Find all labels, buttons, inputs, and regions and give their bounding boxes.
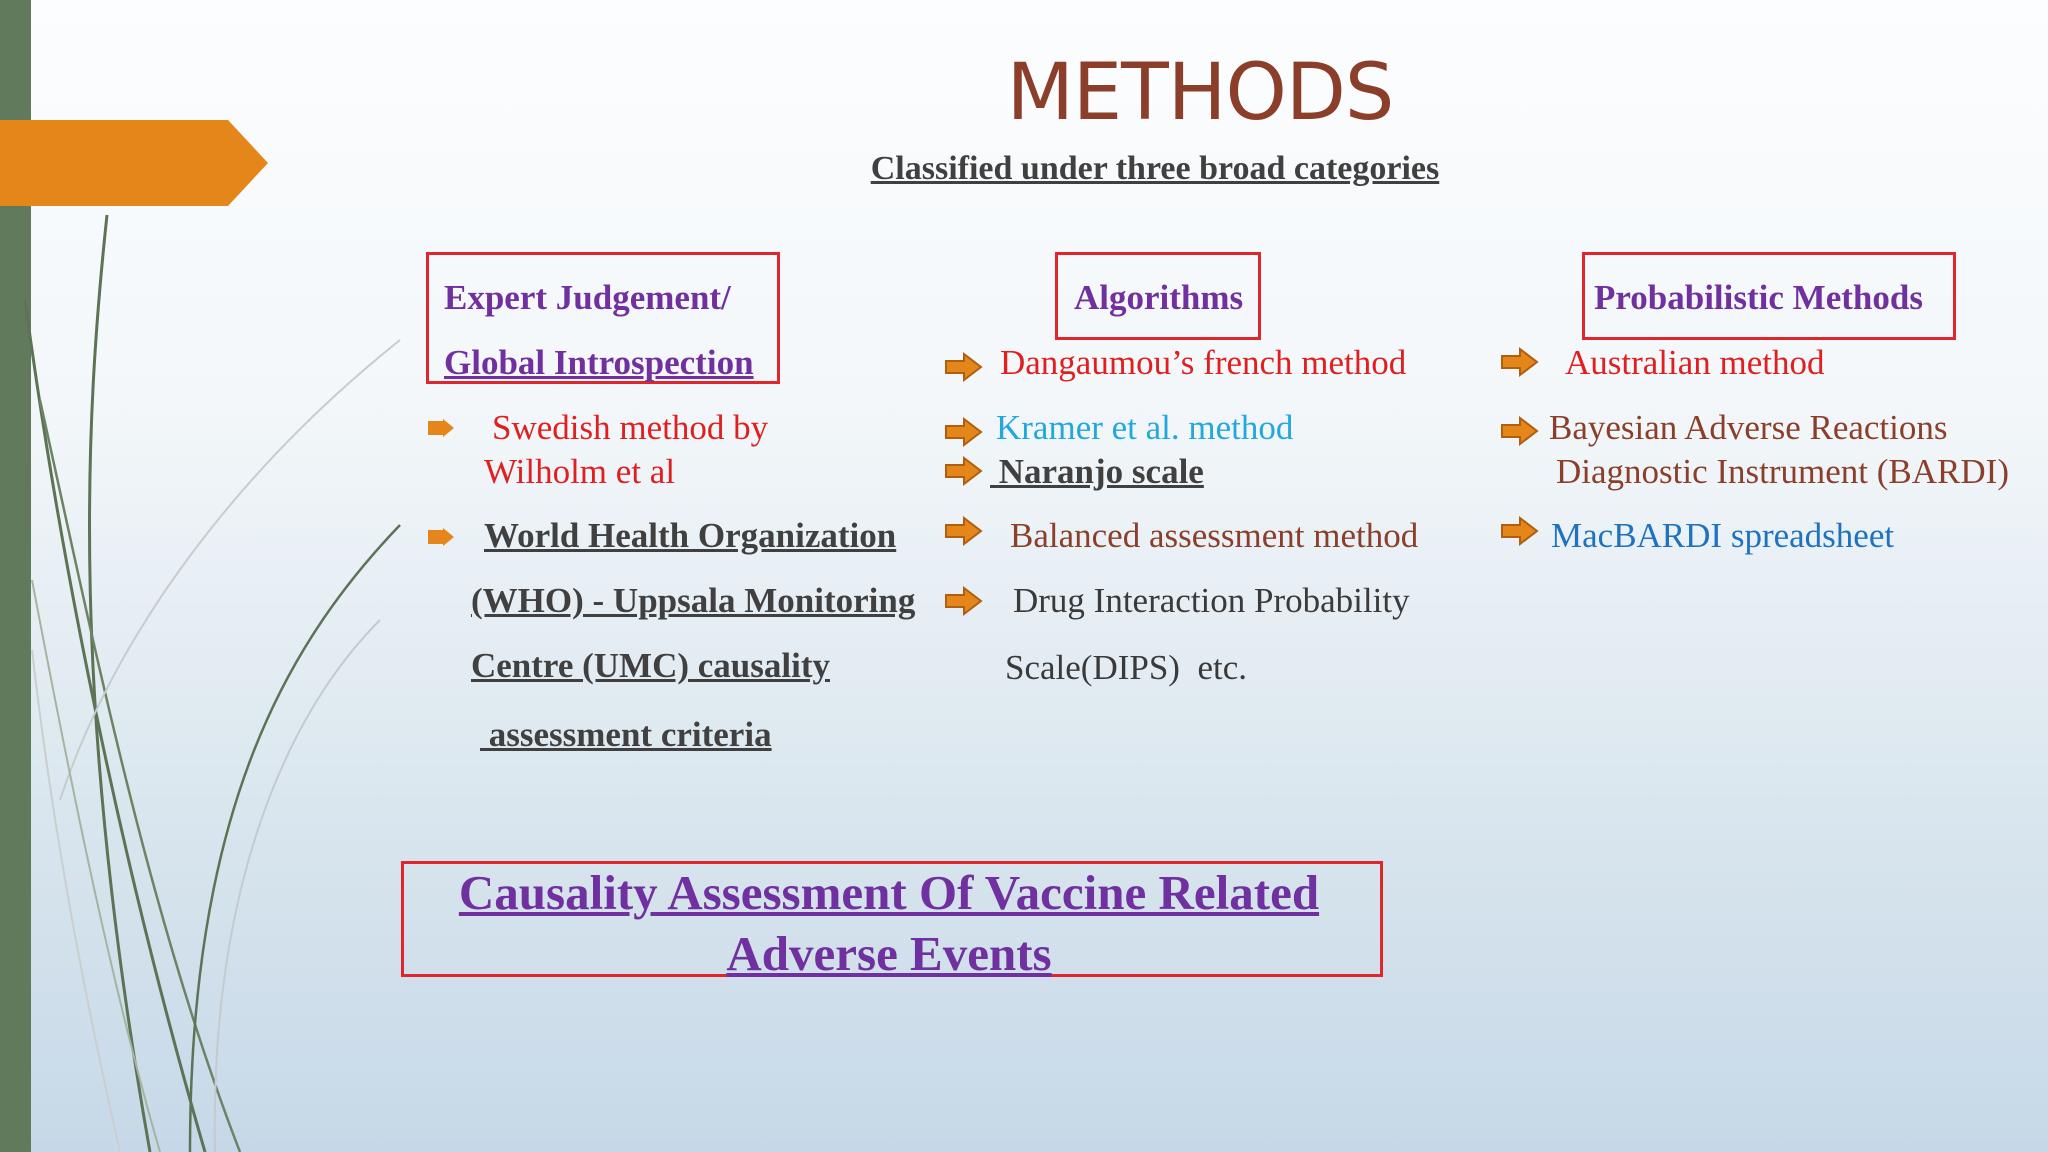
expert-header-line2: Global Introspection	[444, 343, 754, 382]
algorithms-item-kramer: Kramer et al. method	[996, 408, 1294, 447]
algorithms-item-dangaumou: Dangaumou’s french method	[1000, 343, 1407, 382]
right-arrow-icon	[944, 585, 984, 617]
footer-title-line1: Causality Assessment Of Vaccine Related	[458, 865, 1320, 920]
algorithms-header: Algorithms	[1074, 278, 1244, 317]
right-arrow-icon	[1500, 346, 1540, 378]
bullet-arrow-icon	[428, 528, 454, 546]
footer-title	[404, 862, 1374, 984]
right-arrow-icon	[1500, 415, 1540, 447]
algorithms-item-dips-line1: Drug Interaction Probability	[1013, 581, 1410, 620]
expert-header-line1: Expert Judgement/	[444, 278, 731, 317]
probabilistic-item-australian: Australian method	[1565, 343, 1825, 382]
right-arrow-icon	[944, 455, 984, 487]
bullet-arrow-icon	[428, 419, 454, 437]
algorithms-item-dips-line2: Scale(DIPS) etc.	[1005, 648, 1248, 687]
expert-item-who-line1: World Health Organization	[484, 516, 897, 555]
expert-item-who-line3: Centre (UMC) causality	[471, 646, 830, 685]
expert-item-who-line2: (WHO) - Uppsala Monitoring	[471, 581, 916, 620]
right-arrow-icon	[1500, 515, 1540, 547]
right-arrow-icon	[944, 416, 984, 448]
probabilistic-item-macbardi: MacBARDI spreadsheet	[1551, 516, 1895, 555]
footer-title-line2: Adverse Events	[726, 926, 1052, 981]
expert-item-swedish-line1: Swedish method by	[492, 408, 769, 447]
orange-tab-shape	[0, 120, 270, 206]
expert-item-who-line4: assessment criteria	[480, 715, 772, 754]
expert-item-swedish-line2: Wilholm et al	[484, 452, 676, 491]
probabilistic-item-bardi-line2: Diagnostic Instrument (BARDI)	[1556, 452, 2009, 491]
page-subtitle: Classified under three broad categories	[870, 150, 1440, 187]
probabilistic-item-bardi-line1: Bayesian Adverse Reactions	[1549, 408, 1948, 447]
probabilistic-header: Probabilistic Methods	[1594, 278, 1923, 317]
page-title: METHODS	[1006, 48, 1394, 138]
right-arrow-icon	[944, 515, 984, 547]
algorithms-item-naranjo: Naranjo scale	[990, 452, 1204, 491]
right-arrow-icon	[944, 351, 984, 383]
algorithms-item-balanced: Balanced assessment method	[1010, 516, 1419, 555]
